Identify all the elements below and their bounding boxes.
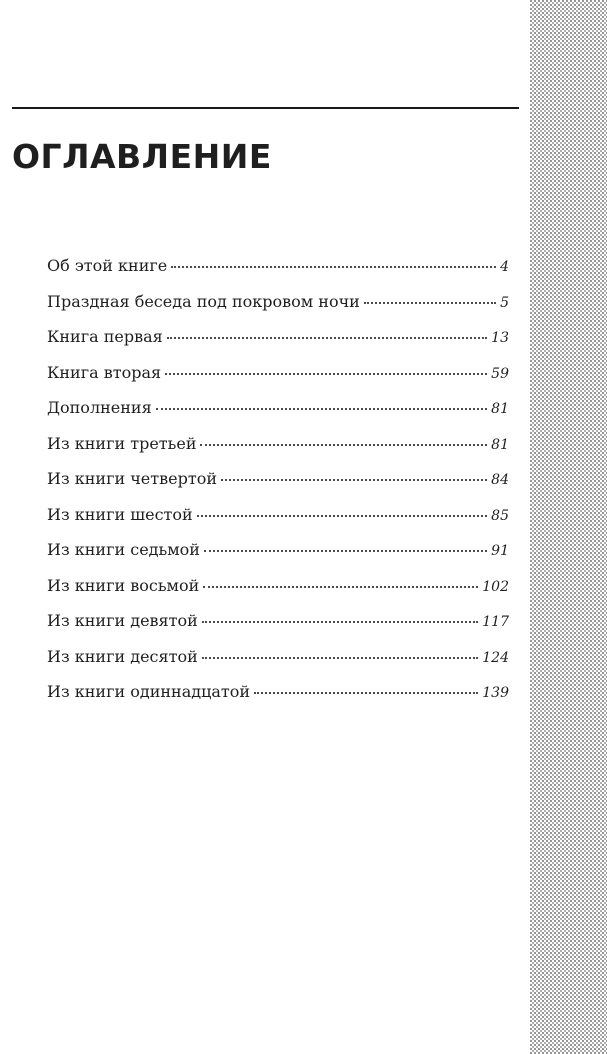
toc-entry[interactable] xyxy=(47,505,509,541)
dot-leader xyxy=(203,585,478,588)
toc-entry[interactable] xyxy=(47,398,509,434)
dot-leader xyxy=(254,691,478,694)
toc-entry[interactable] xyxy=(47,469,509,505)
dot-leader xyxy=(165,372,487,375)
toc-entry-label: Из книги девятой xyxy=(47,611,198,630)
toc-entry-label: Книга вторая xyxy=(47,362,162,382)
dot-leader xyxy=(167,336,487,339)
toc-entry[interactable] xyxy=(47,363,509,399)
toc-entry-page: 4 xyxy=(500,259,509,275)
toc-entry-page: 139 xyxy=(482,685,509,701)
toc-entry[interactable] xyxy=(47,647,509,683)
dot-leader xyxy=(221,478,487,481)
toc-entry[interactable] xyxy=(47,434,509,470)
page-edge-texture xyxy=(530,0,607,1054)
toc-entry-page: 91 xyxy=(491,543,509,559)
toc-entry[interactable] xyxy=(47,682,509,718)
toc-entry-label: Об этой книге xyxy=(47,256,168,275)
toc-entry-page: 102 xyxy=(482,578,509,595)
toc-entry-page: 117 xyxy=(482,614,509,630)
dot-leader xyxy=(197,514,487,517)
toc-entry-label: Из книги седьмой xyxy=(47,540,200,559)
dot-leader xyxy=(200,443,487,446)
dot-leader xyxy=(202,656,479,659)
toc-entry-label: Из книги восьмой xyxy=(47,575,200,595)
dot-leader xyxy=(202,620,478,623)
top-rule xyxy=(12,107,519,109)
toc-entry-page: 84 xyxy=(491,472,509,488)
toc-entry-page: 124 xyxy=(482,649,509,666)
toc-entry-label: Праздная беседа под покровом ночи xyxy=(47,291,360,311)
dot-leader xyxy=(171,265,496,268)
toc-entry-label: Из книги шестой xyxy=(47,504,193,524)
dot-leader xyxy=(364,301,496,304)
table-of-contents xyxy=(47,256,509,718)
toc-entry[interactable] xyxy=(47,576,509,612)
page-title: ОГЛАВЛЕНИЕ xyxy=(12,137,272,176)
toc-entry-label: Из книги третьей xyxy=(47,433,197,453)
toc-entry-label: Из книги одиннадцатой xyxy=(47,682,251,701)
dot-leader xyxy=(204,549,487,552)
toc-entry[interactable] xyxy=(47,327,509,363)
toc-entry-page: 13 xyxy=(491,330,509,346)
toc-entry[interactable] xyxy=(47,256,509,292)
toc-entry-page: 81 xyxy=(491,401,509,417)
toc-entry-page: 81 xyxy=(491,436,509,453)
toc-entry[interactable] xyxy=(47,540,509,576)
toc-entry-page: 85 xyxy=(491,507,509,524)
toc-entry-page: 5 xyxy=(500,294,509,311)
toc-entry[interactable] xyxy=(47,292,509,328)
toc-entry-label: Из книги четвертой xyxy=(47,469,217,488)
toc-entry[interactable] xyxy=(47,611,509,647)
toc-entry-label: Книга первая xyxy=(47,327,163,346)
toc-entry-page: 59 xyxy=(491,365,509,382)
toc-entry-label: Дополнения xyxy=(47,398,152,417)
toc-entry-label: Из книги десятой xyxy=(47,646,198,666)
dot-leader xyxy=(156,407,488,410)
